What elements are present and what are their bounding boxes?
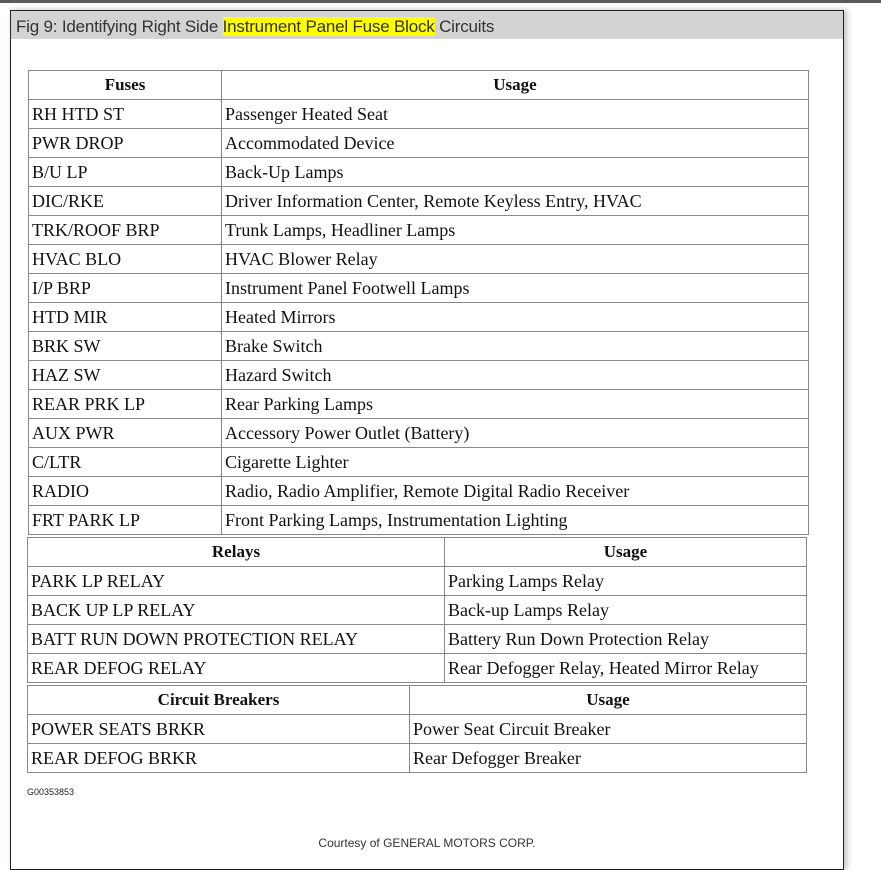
- name-cell: REAR DEFOG BRKR: [28, 744, 410, 773]
- table-row: [28, 596, 807, 625]
- name-cell: FRT PARK LP: [29, 506, 222, 535]
- usage-cell: Accommodated Device: [222, 129, 809, 158]
- table-row: [29, 187, 809, 216]
- name-cell: RADIO: [29, 477, 222, 506]
- name-cell: RH HTD ST: [29, 100, 222, 129]
- table-row: [29, 303, 809, 332]
- name-cell: BRK SW: [29, 332, 222, 361]
- table-row: [28, 654, 807, 683]
- name-cell: BACK UP LP RELAY: [28, 596, 445, 625]
- name-cell: HVAC BLO: [29, 245, 222, 274]
- relays-table: [27, 537, 807, 683]
- title-suffix: Circuits: [434, 17, 495, 36]
- usage-cell: Rear Defogger Breaker: [410, 744, 807, 773]
- name-cell: C/LTR: [29, 448, 222, 477]
- usage-cell: Back-Up Lamps: [222, 158, 809, 187]
- name-cell: REAR PRK LP: [29, 390, 222, 419]
- figure-title: [11, 11, 843, 39]
- usage-cell: Accessory Power Outlet (Battery): [222, 419, 809, 448]
- usage-cell: Battery Run Down Protection Relay: [445, 625, 807, 654]
- usage-cell: Instrument Panel Footwell Lamps: [222, 274, 809, 303]
- usage-cell: Trunk Lamps, Headliner Lamps: [222, 216, 809, 245]
- usage-cell: Cigarette Lighter: [222, 448, 809, 477]
- usage-cell: Hazard Switch: [222, 361, 809, 390]
- table-row: [28, 567, 807, 596]
- table-row: [29, 332, 809, 361]
- table-row: [29, 477, 809, 506]
- usage-cell: HVAC Blower Relay: [222, 245, 809, 274]
- header-fuses: Fuses: [29, 71, 222, 100]
- figure-code: G00353853: [27, 787, 75, 797]
- title-text: Fig 9: Identifying Right Side: [16, 17, 223, 36]
- table-row: [28, 625, 807, 654]
- usage-cell: Driver Information Center, Remote Keyless Entry, HVAC: [222, 187, 809, 216]
- table-row: [28, 744, 807, 773]
- top-bar: [0, 0, 881, 3]
- fuses-table: [28, 70, 809, 535]
- table-row: [29, 419, 809, 448]
- usage-cell: Front Parking Lamps, Instrumentation Lighting: [222, 506, 809, 535]
- usage-cell: Parking Lamps Relay: [445, 567, 807, 596]
- name-cell: REAR DEFOG RELAY: [28, 654, 445, 683]
- usage-cell: Rear Defogger Relay, Heated Mirror Relay: [445, 654, 807, 683]
- name-cell: B/U LP: [29, 158, 222, 187]
- name-cell: HAZ SW: [29, 361, 222, 390]
- table-row: [28, 715, 807, 744]
- table-row: [29, 245, 809, 274]
- name-cell: POWER SEATS BRKR: [28, 715, 410, 744]
- header-usage: Usage: [445, 538, 807, 567]
- title-highlight: Instrument Panel Fuse Block: [222, 17, 435, 36]
- header-circuit-breakers: Circuit Breakers: [28, 686, 410, 715]
- name-cell: BATT RUN DOWN PROTECTION RELAY: [28, 625, 445, 654]
- breakers-table: [27, 685, 807, 773]
- table-row: [29, 129, 809, 158]
- name-cell: TRK/ROOF BRP: [29, 216, 222, 245]
- header-relays: Relays: [28, 538, 445, 567]
- name-cell: PWR DROP: [29, 129, 222, 158]
- figure-panel: [10, 10, 844, 870]
- usage-cell: Brake Switch: [222, 332, 809, 361]
- usage-cell: Heated Mirrors: [222, 303, 809, 332]
- usage-cell: Radio, Radio Amplifier, Remote Digital Radio Receiver: [222, 477, 809, 506]
- name-cell: I/P BRP: [29, 274, 222, 303]
- table-row: [29, 158, 809, 187]
- table-row: [29, 361, 809, 390]
- name-cell: DIC/RKE: [29, 187, 222, 216]
- header-usage: Usage: [410, 686, 807, 715]
- header-usage: Usage: [222, 71, 809, 100]
- table-row: [29, 100, 809, 129]
- usage-cell: Rear Parking Lamps: [222, 390, 809, 419]
- table-row: [29, 274, 809, 303]
- name-cell: PARK LP RELAY: [28, 567, 445, 596]
- name-cell: AUX PWR: [29, 419, 222, 448]
- name-cell: HTD MIR: [29, 303, 222, 332]
- usage-cell: Passenger Heated Seat: [222, 100, 809, 129]
- table-row: [29, 506, 809, 535]
- table-row: [29, 448, 809, 477]
- courtesy-credit: Courtesy of GENERAL MOTORS CORP.: [318, 836, 536, 850]
- table-row: [29, 216, 809, 245]
- usage-cell: Back-up Lamps Relay: [445, 596, 807, 625]
- table-row: [29, 390, 809, 419]
- usage-cell: Power Seat Circuit Breaker: [410, 715, 807, 744]
